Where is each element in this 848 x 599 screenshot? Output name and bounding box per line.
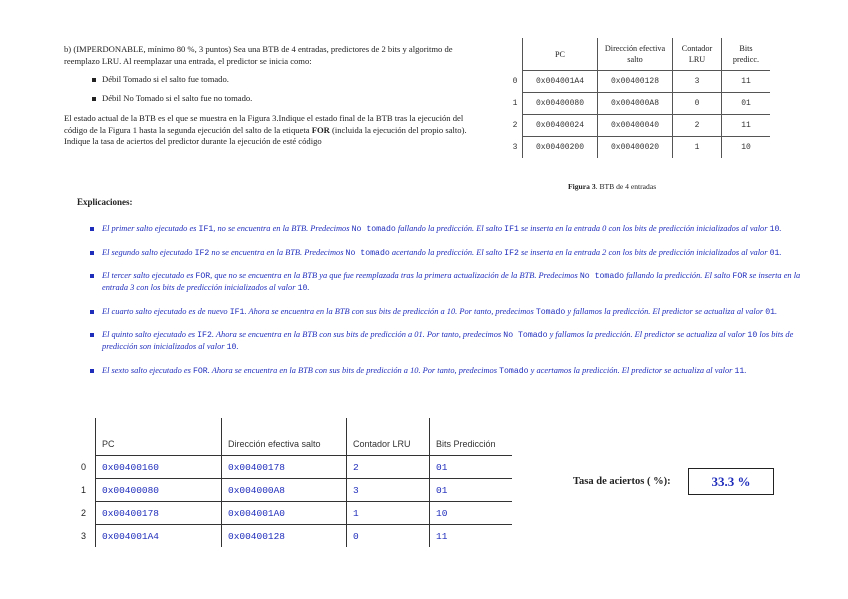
col-pc: PC bbox=[96, 418, 222, 456]
col-lru: Contador LRU bbox=[347, 418, 430, 456]
explanation-text: se inserta en la entrada 2 con los bits de predicción inicializados al valor bbox=[518, 247, 770, 257]
col-dir: Dirección efectiva salto bbox=[598, 38, 673, 71]
explanation-text: , no se encuentra en la BTB. Predecimos bbox=[213, 224, 352, 233]
code-token: Tomado bbox=[535, 307, 566, 317]
explanation-text: se inserta en la entrada 3 con los bits de predicción inicializados al valor bbox=[102, 271, 801, 292]
table-row: 1 0x00400080 0x004000A8 3 01 bbox=[78, 479, 512, 502]
code-token: 11 bbox=[734, 366, 745, 376]
explanation-text: . bbox=[236, 342, 239, 351]
bullet-marker bbox=[90, 310, 94, 314]
col-lru: Contador LRU bbox=[673, 38, 722, 71]
question-intro: b) (IMPERDONABLE, mínimo 80 %, 3 puntos) Sea una BTB de 4 entradas, predictores de 2 bits y algoritmo de reemplazo LRU. Al reemplazar una entrada, el predictor se inicia como: bbox=[64, 44, 453, 66]
figure-caption: Figura 3. BTB de 4 entradas bbox=[568, 182, 657, 191]
explanation-item bbox=[86, 329, 806, 353]
explanation-text: fallando la predicción. El salto bbox=[624, 271, 733, 280]
explanation-text: no se encuentra en la BTB. Predecimos bbox=[209, 247, 346, 257]
explanation-text: y fallamos la predicción. El predictor se actualiza al valor bbox=[547, 330, 748, 339]
question-paragraph: El estado actual de la BTB es el que se muestra en la Figura 3.Indique el estado final de la BTB tras la ejecución del código de la Figura 1 hasta la segunda ejecución del salto de la etiqueta FOR (incluida la ejecución del propio salto). Indique la tasa de aciertos del predictor durante la ejecución de esté código bbox=[64, 113, 467, 146]
code-token: 10 bbox=[769, 225, 780, 234]
code-token: No tomado bbox=[345, 248, 390, 258]
code-token: 10 bbox=[226, 343, 237, 352]
table-row: 0 0x004001A4 0x00400128 3 11 bbox=[508, 71, 770, 93]
code-token: IF1 bbox=[504, 225, 519, 234]
hit-rate-label: Tasa de aciertos ( %): bbox=[573, 476, 671, 487]
explanation-text: . bbox=[779, 247, 782, 257]
code-token: No tomado bbox=[351, 225, 396, 234]
explanation-text: se inserta en la entrada 0 con los bits de predicción inicializados al valor bbox=[518, 224, 770, 233]
code-token: IF1 bbox=[198, 225, 214, 234]
table-row: 1 0x00400080 0x004000A8 0 01 bbox=[508, 93, 770, 115]
explanation-text: y acertamos la predicción. El predictor se actualiza al valor bbox=[528, 365, 735, 375]
code-token: IF2 bbox=[194, 248, 210, 258]
explanation-text: los bits de predicción son inicializados al valor bbox=[102, 330, 794, 351]
explanation-item bbox=[86, 223, 806, 235]
code-token: IF1 bbox=[229, 307, 245, 317]
explanation-item bbox=[86, 247, 806, 259]
code-token: 10 bbox=[297, 284, 308, 293]
explanation-text: . Ahora se encuentra en la BTB con sus bits de predicción a 01. Por tanto, predecimos bbox=[211, 330, 504, 339]
explanation-text: El cuarto salto ejecutado es de nuevo bbox=[102, 306, 230, 316]
explanation-text: El segundo salto ejecutado bbox=[102, 247, 195, 257]
col-bits: Bits predicc. bbox=[722, 38, 771, 71]
bullet-item: Débil Tomado si el salto fue tomado. bbox=[92, 74, 474, 86]
explanation-text: El primer salto ejecutado es bbox=[102, 224, 199, 233]
explanation-text: acertando la predicción. El salto bbox=[389, 247, 505, 257]
bullet-marker bbox=[90, 227, 94, 231]
bullet-marker bbox=[90, 274, 94, 278]
explanation-text: . bbox=[307, 283, 310, 292]
table-row: 3 0x004001A4 0x00400128 0 11 bbox=[78, 525, 512, 548]
code-token: 01 bbox=[769, 248, 780, 258]
table-row: 0 0x00400160 0x00400178 2 01 bbox=[78, 456, 512, 479]
question-block bbox=[64, 44, 474, 148]
explanations-list bbox=[86, 223, 806, 388]
bullet-marker bbox=[90, 333, 94, 337]
bullet-marker bbox=[90, 251, 94, 255]
table-row: 3 0x00400200 0x00400020 1 10 bbox=[508, 137, 770, 159]
bullet-item: Débil No Tomado si el salto fue no tomado. bbox=[92, 93, 474, 105]
table-row: 2 0x00400024 0x00400040 2 11 bbox=[508, 115, 770, 137]
explanation-text: fallando la predicción. El salto bbox=[395, 224, 505, 233]
explanation-text: , que no se encuentra en la BTB ya que fue reemplazada tras la primera actualización de la BTB. Predecimos bbox=[210, 271, 580, 280]
explanation-text: El quinto salto ejecutado es bbox=[102, 330, 198, 339]
code-token: IF2 bbox=[504, 248, 519, 258]
btb-final-table bbox=[78, 418, 512, 547]
code-token: IF2 bbox=[197, 331, 212, 340]
col-dir: Dirección efectiva salto bbox=[222, 418, 347, 456]
explanation-item bbox=[86, 270, 806, 294]
explanation-text: . bbox=[775, 306, 778, 316]
explanation-text: y fallamos la predicción. El predictor se actualiza al valor bbox=[565, 306, 766, 316]
explanations-heading: Explicaciones: bbox=[77, 197, 133, 207]
col-pc: PC bbox=[523, 38, 598, 71]
explanation-text: . Ahora se encuentra en la BTB con sus bits de predicción a 10. Por tanto, predecimos bbox=[207, 365, 500, 375]
bullet-marker bbox=[90, 369, 94, 373]
explanation-item bbox=[86, 306, 806, 318]
code-token: No tomado bbox=[579, 272, 625, 281]
btb-initial-table bbox=[508, 38, 770, 158]
code-token: 01 bbox=[765, 307, 776, 317]
col-bits: Bits Predicción bbox=[430, 418, 513, 456]
table-row: 2 0x00400178 0x004001A0 1 10 bbox=[78, 502, 512, 525]
hit-rate-value: 33.3 % bbox=[688, 468, 774, 495]
code-token: FOR bbox=[732, 272, 748, 281]
explanation-text: El tercer salto ejecutado es bbox=[102, 271, 196, 280]
code-token: Tomado bbox=[499, 366, 529, 376]
code-token: 10 bbox=[747, 331, 758, 340]
explanation-text: . Ahora se encuentra en la BTB con sus bits de predicción a 10. Por tanto, predecimos bbox=[244, 306, 536, 316]
code-token: No Tomado bbox=[503, 331, 548, 340]
explanation-item bbox=[86, 365, 806, 377]
explanation-text: . bbox=[779, 224, 782, 233]
explanation-text: El sexto salto ejecutado es bbox=[102, 365, 193, 375]
explanation-text: . bbox=[744, 365, 747, 375]
code-token: FOR bbox=[195, 272, 211, 281]
code-token: FOR bbox=[192, 366, 208, 376]
